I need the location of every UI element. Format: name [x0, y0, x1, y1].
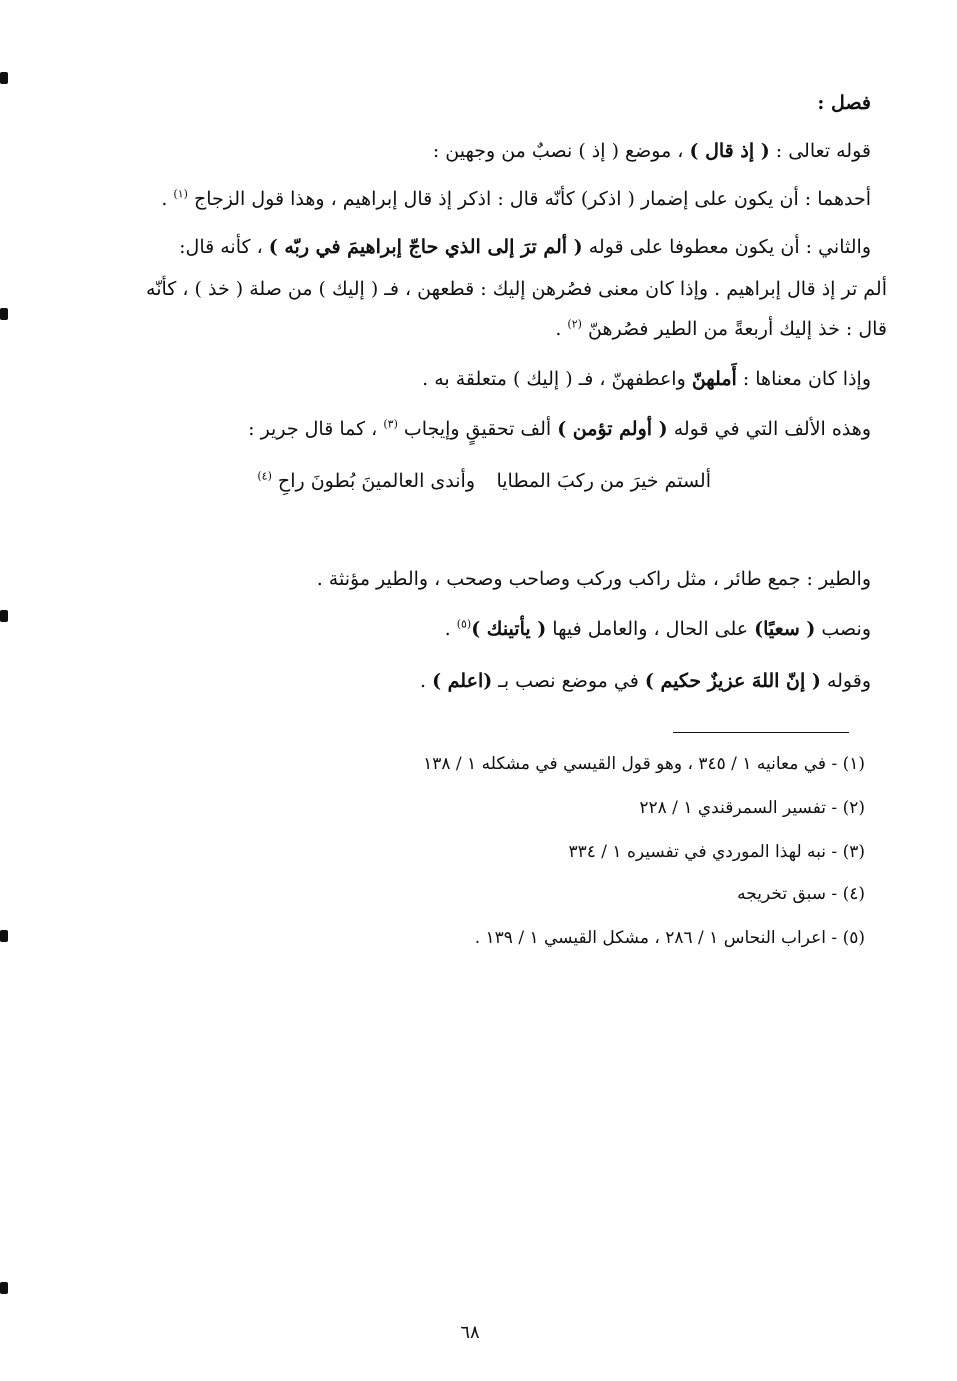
page-number: ٦٨ — [460, 1322, 480, 1343]
text-line-9 — [445, 616, 871, 642]
text: وإذا كان معناها : — [736, 368, 871, 390]
text: وقوله — [820, 670, 871, 692]
footnote-2: (٢) - تفسير السمرقندي ١ / ٢٢٨ — [639, 798, 865, 818]
quran-quote: ( يأتينك ) — [471, 618, 547, 640]
scan-edge-mark — [0, 72, 8, 84]
scan-edge-mark — [0, 308, 8, 320]
scan-edge-mark — [0, 930, 8, 942]
text: أحدهما : أن يكون على إضمار ( اذكر) كأنّه قال : اذكر إذ قال إبراهيم ، وهذا قول الزجاج — [187, 188, 871, 210]
text: وهذه الألف التي في قوله — [667, 418, 871, 440]
text: . — [161, 188, 174, 210]
footnote-ref: (١) — [173, 187, 188, 201]
text: ، كما قال جرير : — [248, 418, 384, 440]
footnote-4: (٤) - سبق تخريجه — [737, 884, 865, 904]
text-line-10 — [420, 668, 871, 694]
footnote-ref: (٥) — [456, 617, 472, 631]
text: قوله تعالى : — [769, 140, 871, 162]
text: وأندى العالمينَ بُطونَ راحِ — [271, 470, 475, 492]
footnote-1: (١) - في معانيه ١ / ٣٤٥ ، وهو قول القيسي في مشكله ١ / ١٣٨ — [423, 754, 865, 774]
quran-quote: ( سعيًا) — [754, 618, 816, 640]
footnote-separator — [673, 732, 849, 733]
text: . — [555, 318, 568, 340]
text-line-6 — [422, 366, 871, 392]
text: والثاني : أن يكون معطوفا على قوله — [582, 236, 871, 258]
text: ونصب — [815, 618, 871, 640]
text-line-7 — [248, 416, 871, 442]
poetry-verse-left-hemistich — [257, 468, 475, 494]
footnote-3: (٣) - نبه لهذا الموردي في تفسيره ١ / ٣٣٤ — [568, 842, 865, 862]
emphasis: أَملهنّ — [691, 368, 737, 390]
text-line-8: والطير : جمع طائر ، مثل راكب وركب وصاحب وصحب ، والطير مؤنثة . — [316, 568, 871, 590]
poetry-verse-right-hemistich: ألستم خيرَ من ركبَ المطايا — [496, 470, 711, 492]
text: ألف تحقيقٍ وإيجاب — [397, 418, 558, 440]
text-line-2 — [161, 186, 871, 212]
quran-quote: ( ألم ترَ إلى الذي حاجّ إبراهيمَ في ربّه ) — [268, 236, 583, 258]
text: على الحال ، والعامل فيها — [546, 618, 755, 640]
text-line-4: ألم تر إذ قال إبراهيم . وإذا كان معنى فصُرهن إليك : قطعهن ، فـ ( إليك ) من صلة ( خذ ) ، كأنّه — [146, 278, 887, 300]
text-line-3 — [179, 234, 871, 260]
scan-edge-mark — [0, 1282, 8, 1294]
footnote-ref: (٤) — [257, 469, 272, 483]
emphasis: (اعلم ) — [432, 670, 493, 692]
footnote-ref: (٢) — [567, 317, 582, 331]
footnote-5: (٥) - اعراب النحاس ١ / ٢٨٦ ، مشكل القيسي ١ / ١٣٩ . — [474, 928, 865, 948]
text: قال : خذ إليك أربعةً من الطير فصُرهنّ — [581, 318, 887, 340]
text-line-1 — [433, 138, 871, 164]
text: . — [419, 670, 433, 692]
quran-quote: ( إنّ اللهَ عزيزٌ حكيم ) — [644, 670, 821, 692]
text: . — [444, 618, 457, 640]
footnote-ref: (٣) — [383, 417, 398, 431]
text: واعطفهنّ ، فـ ( إليك ) متعلقة به . — [422, 368, 692, 390]
text: في موضع نصب بـ — [492, 670, 645, 692]
section-heading: فصل : — [817, 92, 871, 114]
scan-edge-mark — [0, 610, 8, 622]
quran-quote: ( أولم تؤمن ) — [557, 418, 668, 440]
text: ، موضع ( إذ ) نصبٌ من وجهين : — [432, 140, 690, 162]
text: ، كأنه قال: — [179, 236, 269, 258]
text-line-5 — [555, 316, 887, 342]
quran-quote: ( إذ قال ) — [689, 140, 770, 162]
